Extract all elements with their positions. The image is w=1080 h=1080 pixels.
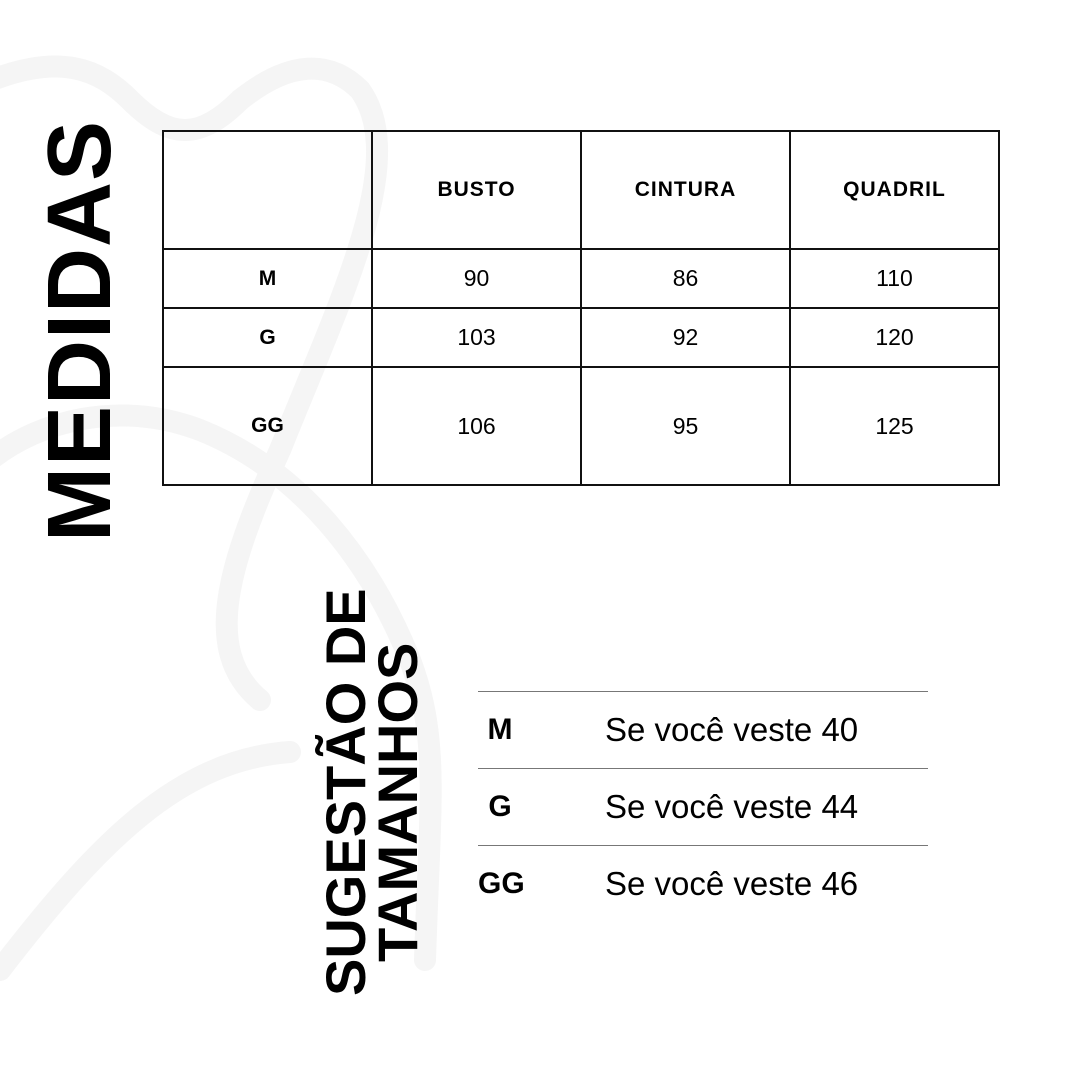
table-row: [163, 367, 999, 485]
table-row: [163, 308, 999, 367]
cintura-value: 95: [581, 367, 790, 485]
suggestion-title-line1: SUGESTÃO DE: [314, 588, 377, 996]
size-label: G: [163, 308, 372, 367]
list-item: [478, 691, 928, 768]
busto-value: 103: [372, 308, 581, 367]
measures-table: [162, 130, 1000, 486]
medidas-title: MEDIDAS: [30, 119, 130, 542]
table-row: [163, 249, 999, 308]
suggestion-text: Se você veste 46: [605, 865, 859, 902]
header-cintura: CINTURA: [581, 131, 790, 249]
header-busto: BUSTO: [372, 131, 581, 249]
suggestion-text: Se você veste 40: [605, 711, 859, 748]
header-empty: [163, 131, 372, 249]
suggestion-title-line2: TAMANHOS: [366, 642, 429, 962]
suggestion-size: M: [487, 713, 513, 746]
quadril-value: 125: [790, 367, 999, 485]
suggestion-size: GG: [478, 867, 525, 900]
list-item: [478, 768, 928, 845]
size-suggestion-list: [478, 691, 928, 922]
busto-value: 90: [372, 249, 581, 308]
quadril-value: 110: [790, 249, 999, 308]
suggestion-text: Se você veste 44: [605, 788, 859, 825]
table-header-row: [163, 131, 999, 249]
quadril-value: 120: [790, 308, 999, 367]
cintura-value: 92: [581, 308, 790, 367]
size-label: GG: [163, 367, 372, 485]
list-item: [478, 845, 928, 922]
cintura-value: 86: [581, 249, 790, 308]
suggestion-size: G: [488, 790, 512, 823]
header-quadril: QUADRIL: [790, 131, 999, 249]
busto-value: 106: [372, 367, 581, 485]
size-label: M: [163, 249, 372, 308]
